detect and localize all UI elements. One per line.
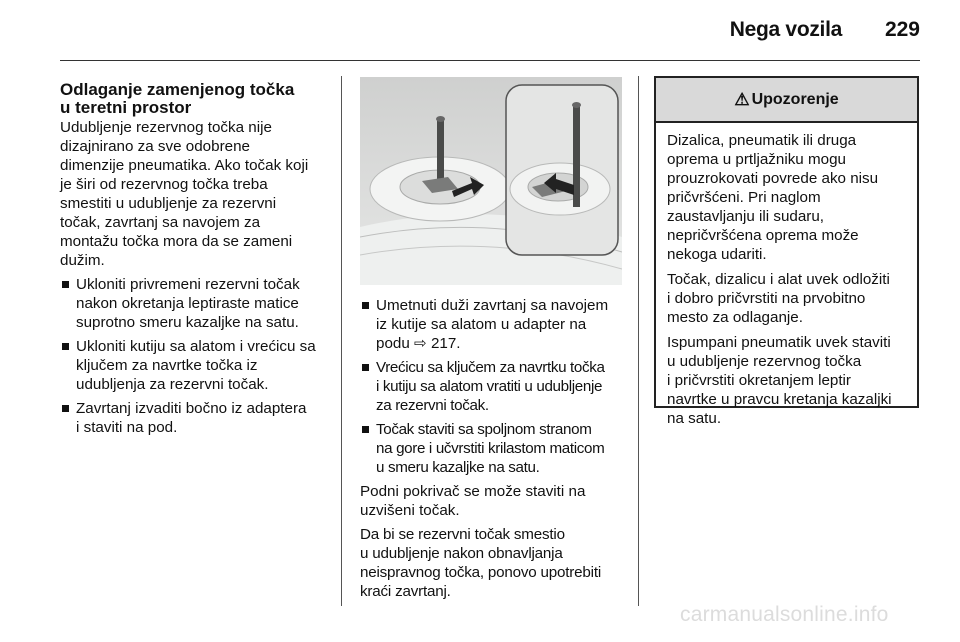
warning-paragraph: Točak, dizalicu i alat uvek odložiti i dobro pričvrstiti na prvobitno mesto za odlaganje. [667, 271, 890, 326]
bullet-item: Vrećicu sa ključem za navrtku točka i kutiju sa alatom vratiti u udubljenje za rezervni točak. [360, 358, 632, 415]
paragraph: Podni pokrivač se može staviti na uzvišeni točak. [360, 483, 586, 519]
warning-paragraph: Ispumpani pneumatik uvek staviti u udubljenje rezervnog točka i pričvrstiti okretanjem leptir navrtke u pravcu kretanja kazaljki na satu. [667, 334, 892, 427]
bullet-item: Umetnuti duži zavrtanj sa navojem iz kutije sa alatom u adapter na podu ⇨ 217. [360, 296, 632, 353]
bullet-square-icon [62, 281, 69, 288]
header-divider [60, 60, 920, 61]
middle-column [360, 296, 632, 606]
bullet-square-icon [362, 302, 369, 309]
bullet-item: Zavrtanj izvaditi bočno iz adaptera i staviti na pod. [60, 399, 332, 437]
page-number: 229 [884, 18, 920, 41]
paragraph: Da bi se rezervni točak smestio u udubljenje nakon obnavljanja neispravnog točka, ponovo upotrebiti kraći zavrtanj. [360, 526, 602, 600]
left-column [60, 81, 332, 442]
bullet-square-icon [362, 364, 369, 371]
bullet-item: Ukloniti privremeni rezervni točak nakon okretanja leptiraste matice suprotno smeru kazaljke na satu. [60, 275, 332, 332]
column-divider-left [341, 76, 342, 606]
spare-wheel-drawing [360, 77, 622, 285]
warning-triangle-icon: ⚠ [734, 89, 750, 109]
warning-paragraph: Dizalica, pneumatik ili druga oprema u prtljažniku mogu prouzrokovati povrede ako nisu pričvršćeni. Pri naglom zaustavljanju ili sudaru, nepričvršćena oprema može nekoga udariti. [667, 132, 879, 263]
bullet-square-icon [62, 343, 69, 350]
bullet-item: Ukloniti kutiju sa alatom i vrećicu sa ključem za navrtke točka iz udubljenja za rezervni točak. [60, 337, 332, 394]
spare-wheel-illustration [360, 77, 622, 285]
column-divider-right [638, 76, 639, 606]
warning-header [656, 78, 917, 123]
intro-paragraph: Udubljenje rezervnog točka nije dizajnirano za sve odobrene dimenzije pneumatika. Ako točak koji je širi od rezervnog točka treba smestiti u udubljenje za rezervni točak, zavrtanj sa navojem za montažu točka mora da se zameni dužim. [60, 119, 309, 269]
warning-body [656, 123, 917, 428]
page-title: Nega vozila [729, 18, 842, 41]
footer-watermark: carmanualsonline.info [680, 603, 889, 626]
page-header [0, 0, 960, 62]
page-reference[interactable]: podu ⇨ 217. [376, 335, 461, 352]
warning-title: Upozorenje [751, 90, 839, 108]
bullet-item: Točak staviti sa spoljnom stranom na gore i učvrstiti krilastom maticom u smeru kazaljke na satu. [360, 420, 632, 477]
bullet-square-icon [62, 405, 69, 412]
section-heading: Odlaganje zamenjenog točka u teretni prostor [60, 80, 295, 117]
warning-box [654, 76, 919, 427]
bullet-square-icon [362, 426, 369, 433]
